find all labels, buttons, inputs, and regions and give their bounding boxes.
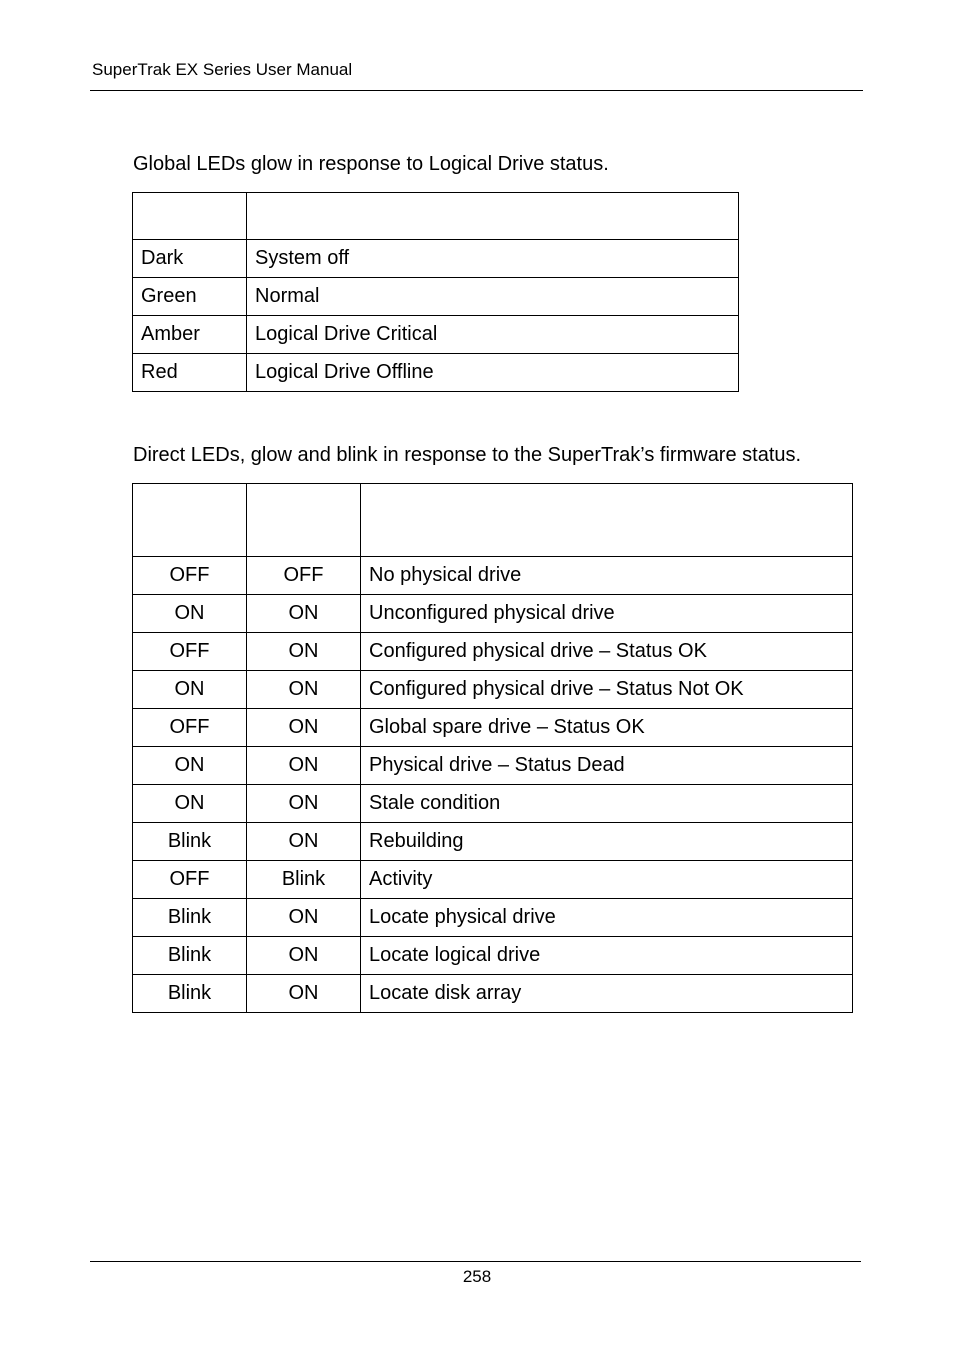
direct-leds-table — [132, 483, 853, 1013]
led-description-cell: No physical drive — [361, 557, 853, 595]
led-state-b-cell: ON — [247, 975, 361, 1013]
led-description-cell: Activity — [361, 861, 853, 899]
led-color-cell: Amber — [133, 316, 247, 354]
table-row — [133, 747, 853, 785]
table-row — [133, 557, 853, 595]
footer-rule — [90, 1261, 861, 1262]
led-description-cell: Unconfigured physical drive — [361, 595, 853, 633]
header-cell — [247, 193, 739, 240]
led-state-a-cell: OFF — [133, 709, 247, 747]
table-row — [133, 975, 853, 1013]
led-status-cell: Logical Drive Critical — [247, 316, 739, 354]
led-state-b-cell: ON — [247, 937, 361, 975]
led-status-cell: System off — [247, 240, 739, 278]
led-state-b-cell: ON — [247, 823, 361, 861]
table-row — [133, 354, 739, 392]
led-state-b-cell: ON — [247, 785, 361, 823]
led-state-b-cell: Blink — [247, 861, 361, 899]
led-description-cell: Physical drive – Status Dead — [361, 747, 853, 785]
table-row — [133, 823, 853, 861]
led-state-a-cell: OFF — [133, 633, 247, 671]
page-number: 258 — [462, 1267, 492, 1286]
led-status-cell: Logical Drive Offline — [247, 354, 739, 392]
led-description-cell: Configured physical drive – Status OK — [361, 633, 853, 671]
table-row — [133, 671, 853, 709]
table-row — [133, 595, 853, 633]
led-state-b-cell: ON — [247, 671, 361, 709]
table-row — [133, 709, 853, 747]
running-header: SuperTrak EX Series User Manual — [92, 60, 353, 79]
led-state-b-cell: OFF — [247, 557, 361, 595]
led-description-cell: Global spare drive – Status OK — [361, 709, 853, 747]
table-row — [133, 785, 853, 823]
led-state-b-cell: ON — [247, 633, 361, 671]
led-state-a-cell: OFF — [133, 861, 247, 899]
led-description-cell: Rebuilding — [361, 823, 853, 861]
header-rule — [90, 90, 863, 91]
global-leds-intro: Global LEDs glow in response to Logical Drive status. — [133, 153, 609, 175]
led-state-b-cell: ON — [247, 747, 361, 785]
led-description-cell: Locate logical drive — [361, 937, 853, 975]
led-status-cell: Normal — [247, 278, 739, 316]
table-row — [133, 861, 853, 899]
led-description-cell: Configured physical drive – Status Not OK — [361, 671, 853, 709]
led-state-b-cell: ON — [247, 899, 361, 937]
led-state-a-cell: ON — [133, 785, 247, 823]
led-color-cell: Dark — [133, 240, 247, 278]
led-color-cell: Red — [133, 354, 247, 392]
direct-leds-intro: Direct LEDs, glow and blink in response to the SuperTrak’s firmware status. — [133, 444, 802, 466]
header-cell — [133, 484, 247, 557]
led-description-cell: Locate disk array — [361, 975, 853, 1013]
led-state-a-cell: Blink — [133, 899, 247, 937]
led-state-a-cell: Blink — [133, 975, 247, 1013]
led-state-a-cell: ON — [133, 747, 247, 785]
table-header-row — [133, 484, 853, 557]
table-row — [133, 278, 739, 316]
led-color-cell: Green — [133, 278, 247, 316]
led-state-a-cell: OFF — [133, 557, 247, 595]
led-state-a-cell: Blink — [133, 823, 247, 861]
table-row — [133, 937, 853, 975]
led-description-cell: Locate physical drive — [361, 899, 853, 937]
led-state-b-cell: ON — [247, 595, 361, 633]
global-leds-table — [132, 192, 739, 392]
table-row — [133, 899, 853, 937]
led-state-b-cell: ON — [247, 709, 361, 747]
header-cell — [247, 484, 361, 557]
table-row — [133, 240, 739, 278]
led-state-a-cell: ON — [133, 671, 247, 709]
led-state-a-cell: Blink — [133, 937, 247, 975]
table-row — [133, 633, 853, 671]
table-row — [133, 316, 739, 354]
led-description-cell: Stale condition — [361, 785, 853, 823]
header-cell — [133, 193, 247, 240]
led-state-a-cell: ON — [133, 595, 247, 633]
header-cell — [361, 484, 853, 557]
table-header-row — [133, 193, 739, 240]
